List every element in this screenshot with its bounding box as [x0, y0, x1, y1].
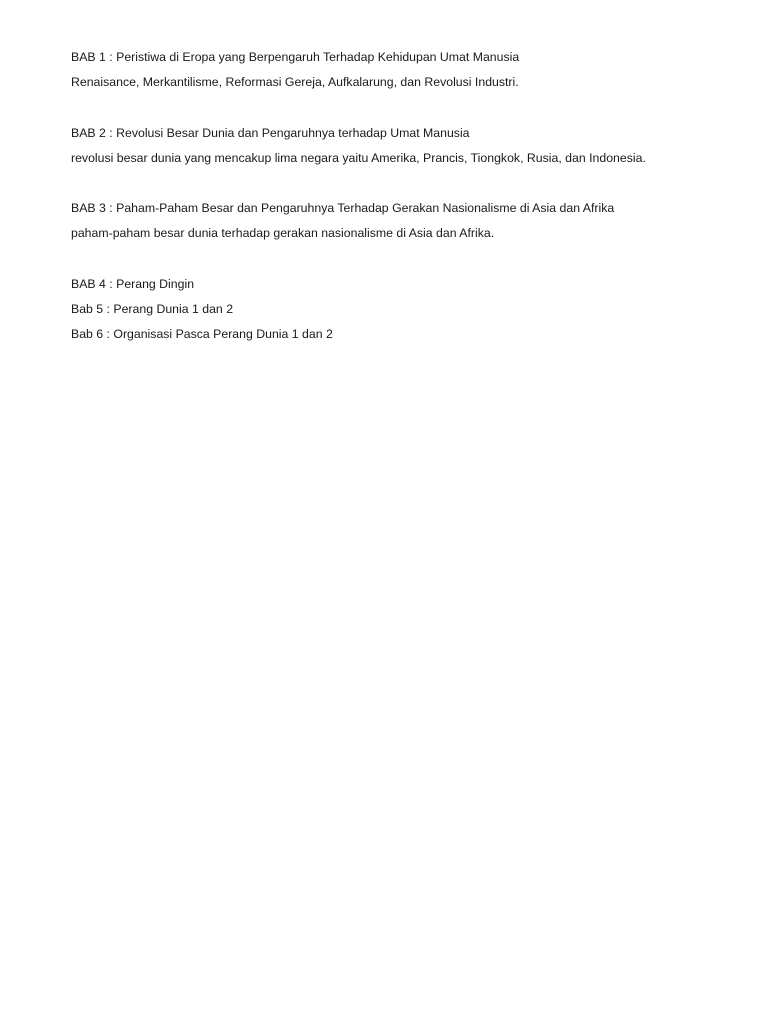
chapter-5-heading: Bab 5 : Perang Dunia 1 dan 2	[71, 301, 234, 316]
chapter-4-heading: BAB 4 : Perang Dingin	[71, 276, 195, 291]
chapter-1-heading: BAB 1 : Peristiwa di Eropa yang Berpengaruh Terhadap Kehidupan Umat Manusia	[71, 50, 520, 64]
chapter-3-summary: paham-paham besar dunia terhadap gerakan nasionalisme di Asia dan Afrika.	[71, 226, 495, 241]
paragraph-spacer	[71, 247, 711, 272]
chapter-2-heading: BAB 2 : Revolusi Besar Dunia dan Pengaruhnya terhadap Umat Manusia	[71, 125, 470, 140]
chapter-3-heading: BAB 3 : Paham-Paham Besar dan Pengaruhnya Terhadap Gerakan Nasionalisme di Asia dan Afrika	[71, 201, 615, 216]
paragraph-spacer	[71, 95, 711, 120]
chapter-6-heading: Bab 6 : Organisasi Pasca Perang Dunia 1 dan 2	[71, 327, 333, 342]
chapter-2-summary: revolusi besar dunia yang mencakup lima negara yaitu Amerika, Prancis, Tiongkok, Rusia, dan Indonesia.	[71, 150, 646, 165]
chapter-1-summary: Renaisance, Merkantilisme, Reformasi Gereja, Aufkalarung, dan Revolusi Industri.	[71, 75, 519, 90]
paragraph-spacer	[71, 171, 711, 196]
document-body	[71, 45, 711, 347]
